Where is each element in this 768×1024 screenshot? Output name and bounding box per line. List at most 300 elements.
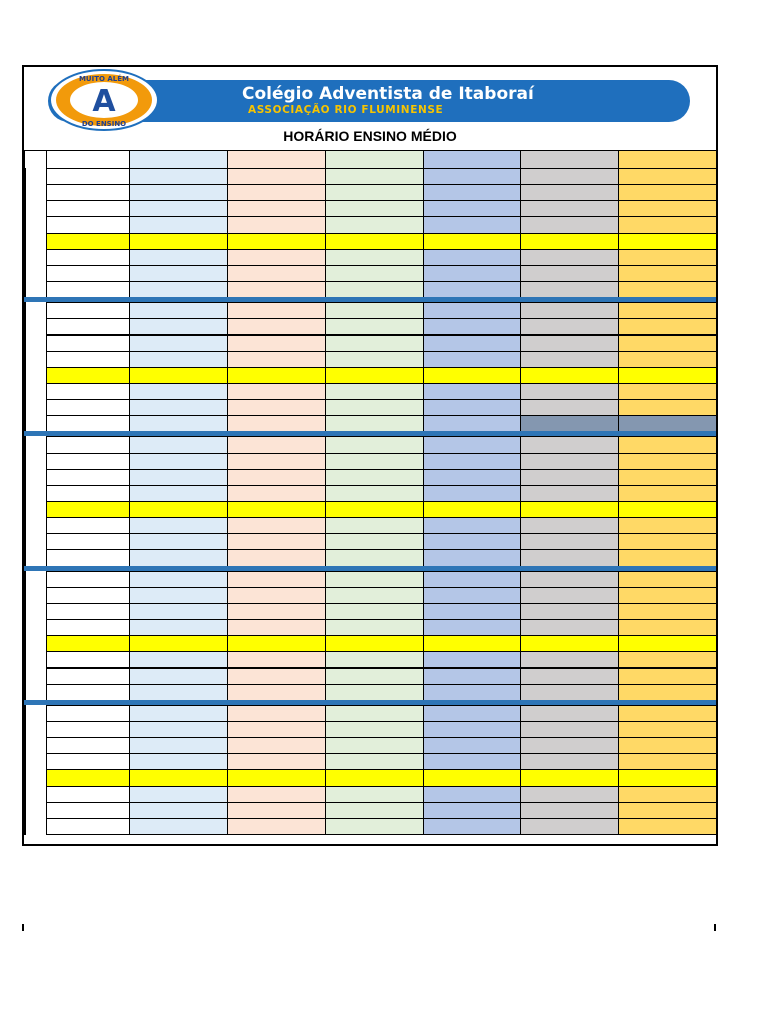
schedule-cell xyxy=(227,249,326,266)
schedule-cell xyxy=(423,168,521,185)
interval-cell xyxy=(46,501,130,518)
schedule-cell xyxy=(325,184,424,201)
schedule-cell xyxy=(227,216,326,233)
schedule-cell xyxy=(227,668,326,685)
schedule-cell xyxy=(520,705,619,722)
schedule-cell xyxy=(325,753,424,770)
schedule-cell xyxy=(227,281,326,298)
schedule-cell xyxy=(423,453,521,470)
schedule-cell xyxy=(325,383,424,400)
schedule-cell xyxy=(520,668,619,685)
schedule-cell xyxy=(618,651,717,668)
schedule-cell xyxy=(227,651,326,668)
schedule-cell xyxy=(325,281,424,298)
interval-cell xyxy=(423,367,521,384)
schedule-cell xyxy=(325,705,424,722)
schedule-cell xyxy=(129,302,228,319)
schedule-cell xyxy=(520,684,619,701)
interval-cell xyxy=(227,635,326,652)
interval-cell xyxy=(618,367,717,384)
schedule-cell xyxy=(423,399,521,416)
schedule-cell xyxy=(129,335,228,352)
schedule-cell xyxy=(129,668,228,685)
schedule-cell xyxy=(520,216,619,233)
schedule-cell xyxy=(423,281,521,298)
schedule-cell xyxy=(618,399,717,416)
schedule-cell xyxy=(618,737,717,754)
day-label-cell xyxy=(24,302,47,432)
interval-cell xyxy=(46,769,130,786)
schedule-cell xyxy=(227,737,326,754)
schedule-cell xyxy=(129,168,228,185)
schedule-cell xyxy=(325,587,424,604)
schedule-cell xyxy=(129,469,228,486)
schedule-cell xyxy=(227,184,326,201)
header-blank-cell xyxy=(24,150,47,169)
schedule-cell xyxy=(520,351,619,368)
interval-cell xyxy=(129,769,228,786)
schedule-cell xyxy=(227,453,326,470)
schedule-cell xyxy=(46,302,130,319)
interval-cell xyxy=(325,769,424,786)
schedule-cell xyxy=(227,549,326,566)
schedule-cell xyxy=(227,415,326,432)
schedule-cell xyxy=(325,249,424,266)
schedule-cell xyxy=(129,436,228,453)
schedule-cell xyxy=(46,168,130,185)
interval-cell xyxy=(325,367,424,384)
schedule-cell xyxy=(618,249,717,266)
schedule-cell xyxy=(618,265,717,282)
page-mark-left xyxy=(22,924,24,931)
schedule-cell xyxy=(227,168,326,185)
schedule-cell xyxy=(423,351,521,368)
schedule-cell xyxy=(129,415,228,432)
schedule-cell xyxy=(325,619,424,636)
schedule-cell xyxy=(618,603,717,620)
schedule-cell xyxy=(520,318,619,335)
schedule-cell xyxy=(423,318,521,335)
interval-cell xyxy=(325,233,424,250)
schedule-cell xyxy=(423,549,521,566)
schedule-cell xyxy=(618,533,717,550)
schedule-cell xyxy=(423,651,521,668)
schedule-cell xyxy=(227,705,326,722)
schedule-cell xyxy=(129,651,228,668)
interval-cell xyxy=(227,769,326,786)
schedule-cell xyxy=(618,587,717,604)
page-title: HORÁRIO ENSINO MÉDIO xyxy=(283,128,457,144)
schedule-cell xyxy=(325,818,424,835)
schedule-cell xyxy=(227,436,326,453)
schedule-cell xyxy=(618,668,717,685)
interval-cell xyxy=(325,635,424,652)
schedule-cell xyxy=(520,533,619,550)
schedule-cell xyxy=(618,351,717,368)
interval-cell xyxy=(423,635,521,652)
schedule-cell xyxy=(325,265,424,282)
day-label-cell xyxy=(24,705,47,835)
schedule-cell xyxy=(227,485,326,502)
schedule-cell xyxy=(618,168,717,185)
schedule-cell xyxy=(46,517,130,534)
schedule-cell xyxy=(423,668,521,685)
logo-letter: A xyxy=(92,84,116,119)
schedule-cell xyxy=(227,335,326,352)
schedule-cell xyxy=(423,265,521,282)
schedule-cell xyxy=(46,318,130,335)
schedule-cell xyxy=(423,469,521,486)
schedule-cell xyxy=(325,802,424,819)
schedule-cell xyxy=(129,517,228,534)
schedule-cell xyxy=(423,737,521,754)
schedule-cell xyxy=(46,603,130,620)
interval-cell xyxy=(46,635,130,652)
schedule-cell xyxy=(325,668,424,685)
schedule-cell xyxy=(129,737,228,754)
schedule-cell xyxy=(129,802,228,819)
schedule-cell xyxy=(46,651,130,668)
interval-cell xyxy=(520,233,619,250)
schedule-cell xyxy=(227,753,326,770)
interval-cell xyxy=(46,233,130,250)
page-mark-right xyxy=(714,924,716,931)
schedule-cell xyxy=(129,485,228,502)
schedule-cell xyxy=(129,705,228,722)
schedule-cell xyxy=(423,619,521,636)
schedule-cell xyxy=(227,619,326,636)
schedule-cell xyxy=(618,517,717,534)
schedule-cell xyxy=(520,619,619,636)
schedule-cell xyxy=(325,737,424,754)
schedule-cell xyxy=(129,351,228,368)
interval-cell xyxy=(520,769,619,786)
schedule-cell xyxy=(227,351,326,368)
schedule-cell xyxy=(520,753,619,770)
schedule-cell xyxy=(325,485,424,502)
schedule-cell xyxy=(46,485,130,502)
schedule-cell xyxy=(520,818,619,835)
schedule-cell xyxy=(423,571,521,588)
association-name: ASSOCIAÇÃO RIO FLUMINENSE xyxy=(248,104,444,116)
schedule-cell xyxy=(618,436,717,453)
schedule-cell xyxy=(520,415,619,432)
schedule-cell xyxy=(423,684,521,701)
interval-cell xyxy=(325,501,424,518)
schedule-cell xyxy=(520,399,619,416)
schedule-cell xyxy=(520,737,619,754)
schedule-cell xyxy=(129,603,228,620)
schedule-cell xyxy=(423,603,521,620)
schedule-cell xyxy=(423,436,521,453)
schedule-cell xyxy=(325,335,424,352)
schedule-cell xyxy=(618,818,717,835)
schedule-cell xyxy=(618,453,717,470)
schedule-cell xyxy=(129,533,228,550)
schedule-cell xyxy=(618,335,717,352)
schedule-cell xyxy=(423,786,521,803)
interval-cell xyxy=(423,233,521,250)
schedule-cell xyxy=(227,786,326,803)
schedule-cell xyxy=(325,200,424,217)
schedule-cell xyxy=(46,753,130,770)
schedule-cell xyxy=(520,249,619,266)
schedule-cell xyxy=(325,415,424,432)
schedule-cell xyxy=(423,587,521,604)
schedule-cell xyxy=(520,383,619,400)
schedule-cell xyxy=(129,265,228,282)
schedule-cell xyxy=(520,168,619,185)
schedule-cell xyxy=(129,684,228,701)
schedule-cell xyxy=(325,318,424,335)
schedule-cell xyxy=(618,802,717,819)
interval-cell xyxy=(520,367,619,384)
schedule-cell xyxy=(423,200,521,217)
schedule-cell xyxy=(618,415,717,432)
schedule-cell xyxy=(423,485,521,502)
schedule-cell xyxy=(520,721,619,738)
schedule-cell xyxy=(129,318,228,335)
schedule-cell xyxy=(46,818,130,835)
schedule-cell xyxy=(227,587,326,604)
schedule-cell xyxy=(46,786,130,803)
schedule-cell xyxy=(46,383,130,400)
schedule-cell xyxy=(227,684,326,701)
schedule-cell xyxy=(46,802,130,819)
schedule-cell xyxy=(325,216,424,233)
schedule-cell xyxy=(423,517,521,534)
day-label-cell xyxy=(24,168,47,298)
day-label-cell xyxy=(24,436,47,566)
schedule-cell xyxy=(520,485,619,502)
interval-cell xyxy=(129,233,228,250)
schedule-cell xyxy=(618,318,717,335)
header-cell xyxy=(520,150,619,169)
header-cell xyxy=(227,150,326,169)
schedule-cell xyxy=(46,281,130,298)
schedule-cell xyxy=(129,383,228,400)
schedule-cell xyxy=(520,335,619,352)
schedule-cell xyxy=(520,603,619,620)
schedule-cell xyxy=(423,721,521,738)
interval-cell xyxy=(227,501,326,518)
interval-cell xyxy=(520,501,619,518)
interval-cell xyxy=(618,501,717,518)
schedule-cell xyxy=(423,216,521,233)
schedule-cell xyxy=(618,753,717,770)
schedule-cell xyxy=(46,737,130,754)
schedule-cell xyxy=(227,318,326,335)
schedule-cell xyxy=(129,721,228,738)
schedule-cell xyxy=(46,184,130,201)
schedule-cell xyxy=(423,802,521,819)
schedule-cell xyxy=(46,705,130,722)
schedule-cell xyxy=(227,517,326,534)
schedule-cell xyxy=(129,619,228,636)
schedule-cell xyxy=(129,200,228,217)
schedule-cell xyxy=(325,533,424,550)
schedule-cell xyxy=(46,549,130,566)
schedule-cell xyxy=(618,200,717,217)
schedule-cell xyxy=(618,619,717,636)
interval-cell xyxy=(227,233,326,250)
school-name: Colégio Adventista de Itaboraí xyxy=(242,84,534,104)
schedule-cell xyxy=(46,721,130,738)
schedule-cell xyxy=(423,184,521,201)
schedule-cell xyxy=(227,533,326,550)
schedule-cell xyxy=(325,351,424,368)
schedule-cell xyxy=(520,453,619,470)
header-cell xyxy=(129,150,228,169)
schedule-cell xyxy=(423,818,521,835)
header-cell xyxy=(423,150,521,169)
schedule-cell xyxy=(46,249,130,266)
interval-cell xyxy=(618,635,717,652)
schedule-cell xyxy=(129,786,228,803)
schedule-cell xyxy=(325,684,424,701)
schedule-cell xyxy=(129,399,228,416)
schedule-cell xyxy=(520,184,619,201)
schedule-cell xyxy=(520,802,619,819)
schedule-cell xyxy=(227,721,326,738)
schedule-cell xyxy=(325,399,424,416)
schedule-cell xyxy=(618,684,717,701)
interval-cell xyxy=(520,635,619,652)
schedule-cell xyxy=(46,469,130,486)
schedule-cell xyxy=(325,721,424,738)
schedule-cell xyxy=(325,786,424,803)
schedule-cell xyxy=(129,184,228,201)
schedule-cell xyxy=(423,383,521,400)
schedule-cell xyxy=(325,436,424,453)
schedule-cell xyxy=(520,549,619,566)
schedule-cell xyxy=(129,249,228,266)
schedule-cell xyxy=(423,335,521,352)
schedule-cell xyxy=(520,517,619,534)
schedule-cell xyxy=(325,469,424,486)
schedule-cell xyxy=(129,453,228,470)
interval-cell xyxy=(618,769,717,786)
interval-cell xyxy=(129,501,228,518)
schedule-cell xyxy=(325,651,424,668)
schedule-cell xyxy=(129,281,228,298)
schedule-cell xyxy=(618,469,717,486)
schedule-cell xyxy=(618,281,717,298)
schedule-cell xyxy=(129,753,228,770)
schedule-cell xyxy=(423,415,521,432)
interval-cell xyxy=(227,367,326,384)
schedule-cell xyxy=(423,249,521,266)
schedule-cell xyxy=(618,184,717,201)
schedule-cell xyxy=(46,335,130,352)
interval-cell xyxy=(618,233,717,250)
schedule-cell xyxy=(46,200,130,217)
schedule-cell xyxy=(325,517,424,534)
schedule-cell xyxy=(325,168,424,185)
schedule-cell xyxy=(520,571,619,588)
interval-cell xyxy=(129,635,228,652)
interval-cell xyxy=(129,367,228,384)
schedule-cell xyxy=(423,302,521,319)
schedule-cell xyxy=(46,587,130,604)
schedule-cell xyxy=(520,265,619,282)
schedule-cell xyxy=(325,603,424,620)
schedule-cell xyxy=(46,619,130,636)
schedule-cell xyxy=(520,651,619,668)
logo-ring-top: MUITO ALÉM xyxy=(78,75,130,83)
schedule-cell xyxy=(325,571,424,588)
schedule-cell xyxy=(618,571,717,588)
schedule-cell xyxy=(520,786,619,803)
schedule-cell xyxy=(423,705,521,722)
schedule-cell xyxy=(46,415,130,432)
schedule-cell xyxy=(227,200,326,217)
schedule-cell xyxy=(423,753,521,770)
schedule-cell xyxy=(46,351,130,368)
schedule-cell xyxy=(227,383,326,400)
schedule-cell xyxy=(618,549,717,566)
schedule-cell xyxy=(227,302,326,319)
schedule-cell xyxy=(325,453,424,470)
interval-cell xyxy=(423,501,521,518)
header-cell xyxy=(325,150,424,169)
schedule-cell xyxy=(46,265,130,282)
schedule-cell xyxy=(129,549,228,566)
schedule-cell xyxy=(46,684,130,701)
schedule-cell xyxy=(46,533,130,550)
logo-ring-bottom: DO ENSINO xyxy=(81,120,127,128)
schedule-cell xyxy=(618,721,717,738)
schedule-cell xyxy=(227,399,326,416)
schedule-cell xyxy=(520,281,619,298)
schedule-cell xyxy=(618,786,717,803)
schedule-cell xyxy=(227,571,326,588)
schedule-cell xyxy=(46,668,130,685)
schedule-cell xyxy=(46,399,130,416)
schedule-cell xyxy=(618,302,717,319)
schedule-cell xyxy=(618,216,717,233)
schedule-cell xyxy=(618,383,717,400)
schedule-cell xyxy=(46,571,130,588)
day-label-cell xyxy=(24,571,47,701)
schedule-cell xyxy=(618,705,717,722)
schedule-cell xyxy=(129,216,228,233)
schedule-cell xyxy=(227,265,326,282)
schedule-cell xyxy=(227,603,326,620)
header-cell xyxy=(618,150,717,169)
schedule-cell xyxy=(227,802,326,819)
schedule-cell xyxy=(520,587,619,604)
schedule-cell xyxy=(129,571,228,588)
schedule-cell xyxy=(520,469,619,486)
schedule-cell xyxy=(129,587,228,604)
schedule-cell xyxy=(520,302,619,319)
header-cell xyxy=(46,150,130,169)
schedule-cell xyxy=(325,302,424,319)
schedule-cell xyxy=(423,533,521,550)
schedule-cell xyxy=(325,549,424,566)
schedule-cell xyxy=(227,469,326,486)
interval-cell xyxy=(46,367,130,384)
schedule-cell xyxy=(129,818,228,835)
schedule-cell xyxy=(618,485,717,502)
schedule-cell xyxy=(520,436,619,453)
interval-cell xyxy=(423,769,521,786)
schedule-cell xyxy=(520,200,619,217)
schedule-cell xyxy=(227,818,326,835)
schedule-cell xyxy=(46,436,130,453)
schedule-cell xyxy=(46,453,130,470)
